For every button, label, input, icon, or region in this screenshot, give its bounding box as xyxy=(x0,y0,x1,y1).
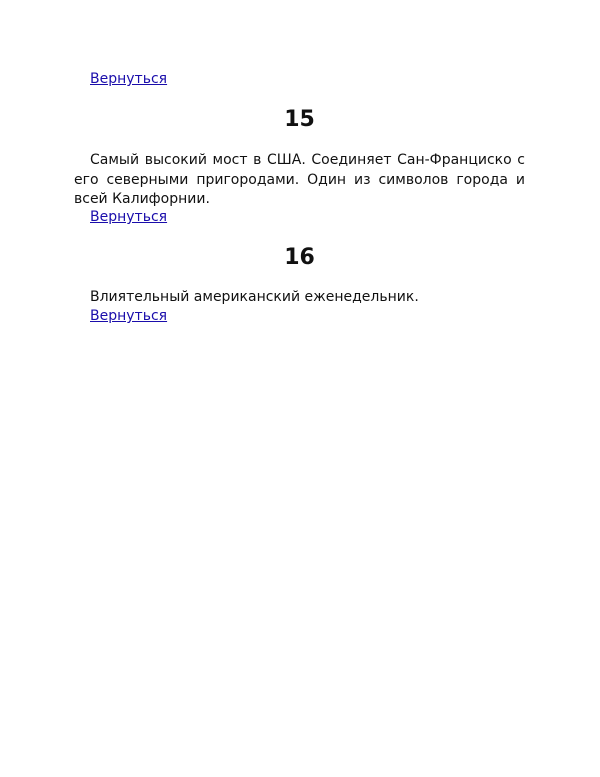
back-link[interactable]: Вернуться xyxy=(90,71,168,87)
back-link[interactable]: Вернуться xyxy=(90,308,168,324)
footnote-number: 16 xyxy=(284,245,315,270)
footnote-text: Влиятельный американский еженедельник. xyxy=(90,289,419,305)
footnote-number: 15 xyxy=(284,107,315,132)
back-link[interactable]: Вернуться xyxy=(90,209,168,225)
footnote-text: Самый высокий мост в США. Соединяет Сан-Франциско с его северными пригородами. Один из символов города и всей Калифорнии. xyxy=(74,152,525,207)
